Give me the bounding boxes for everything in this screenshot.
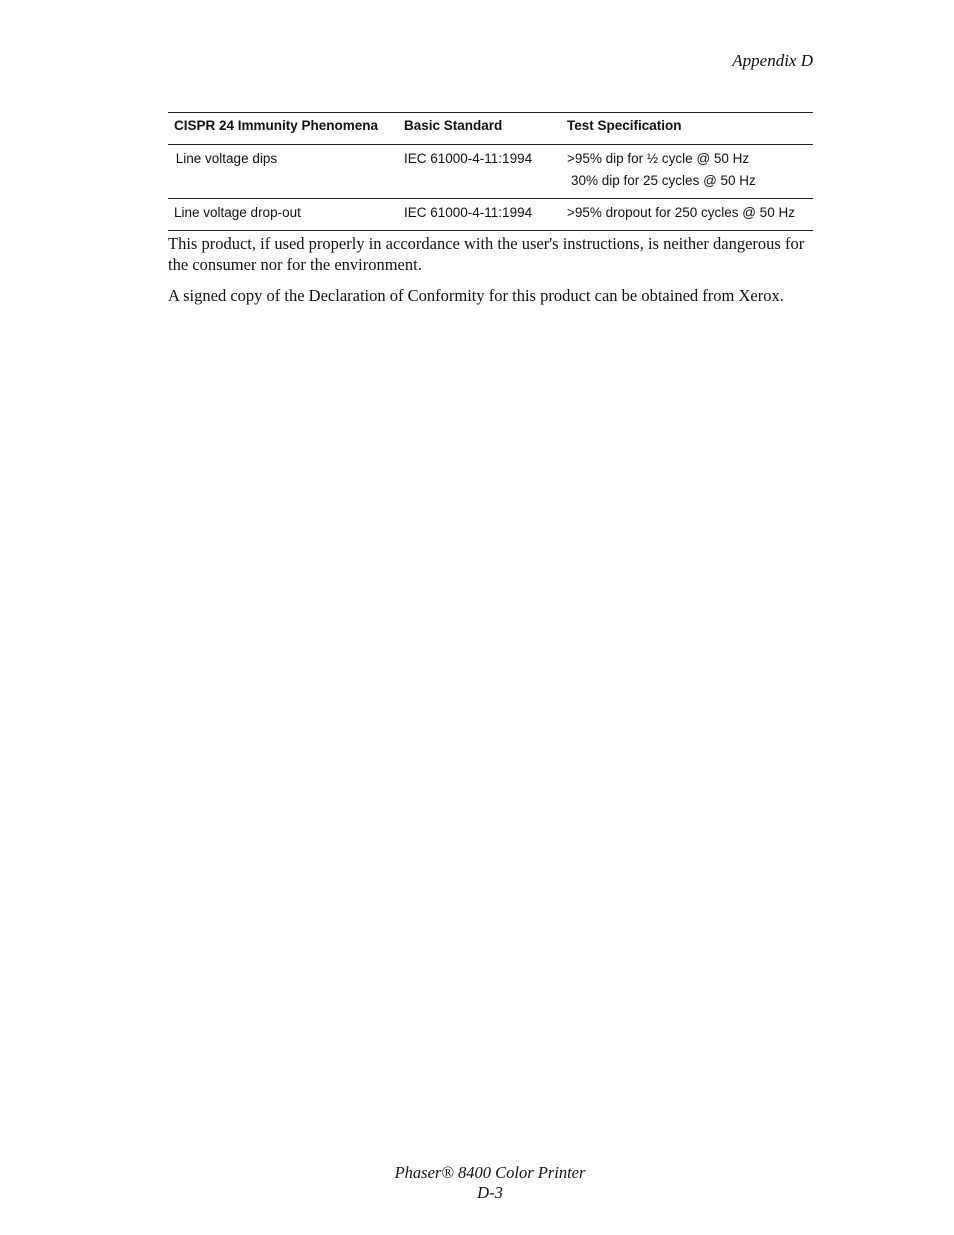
table-row [168, 145, 813, 199]
column-header-specification: Test Specification [567, 118, 682, 133]
spec-line: >95% dip for ½ cycle @ 50 Hz [567, 151, 750, 166]
footer-page-number: D-3 [477, 1183, 503, 1202]
cell-standard: IEC 61000-4-11:1994 [404, 205, 533, 220]
cell-phenomena: Line voltage drop-out [174, 205, 301, 220]
spec-line: 30% dip for 25 cycles @ 50 Hz [571, 173, 756, 188]
page-footer [0, 1163, 954, 1203]
column-header-standard: Basic Standard [404, 118, 503, 133]
cell-phenomena-text: Line voltage dips [175, 151, 278, 166]
cell-specification [561, 199, 813, 231]
spec-line: >95% dropout for 250 cycles @ 50 Hz [567, 205, 795, 220]
column-header-phenomena: CISPR 24 Immunity Phenomena [174, 118, 379, 133]
page-header-section: Appendix D [732, 51, 813, 70]
footer-product-name: Phaser® 8400 Color Printer [394, 1163, 586, 1182]
table-header-row [168, 113, 813, 145]
cell-specification [561, 145, 813, 199]
table-row [168, 199, 813, 231]
cell-phenomena [168, 145, 398, 199]
immunity-table [168, 112, 813, 231]
safety-paragraph: This product, if used properly in accordance with the user's instructions, is neither dangerous for the consumer nor for the environment. [168, 234, 805, 274]
cell-standard: IEC 61000-4-11:1994 [404, 151, 533, 166]
declaration-paragraph: A signed copy of the Declaration of Conformity for this product can be obtained from Xerox. [168, 286, 784, 305]
